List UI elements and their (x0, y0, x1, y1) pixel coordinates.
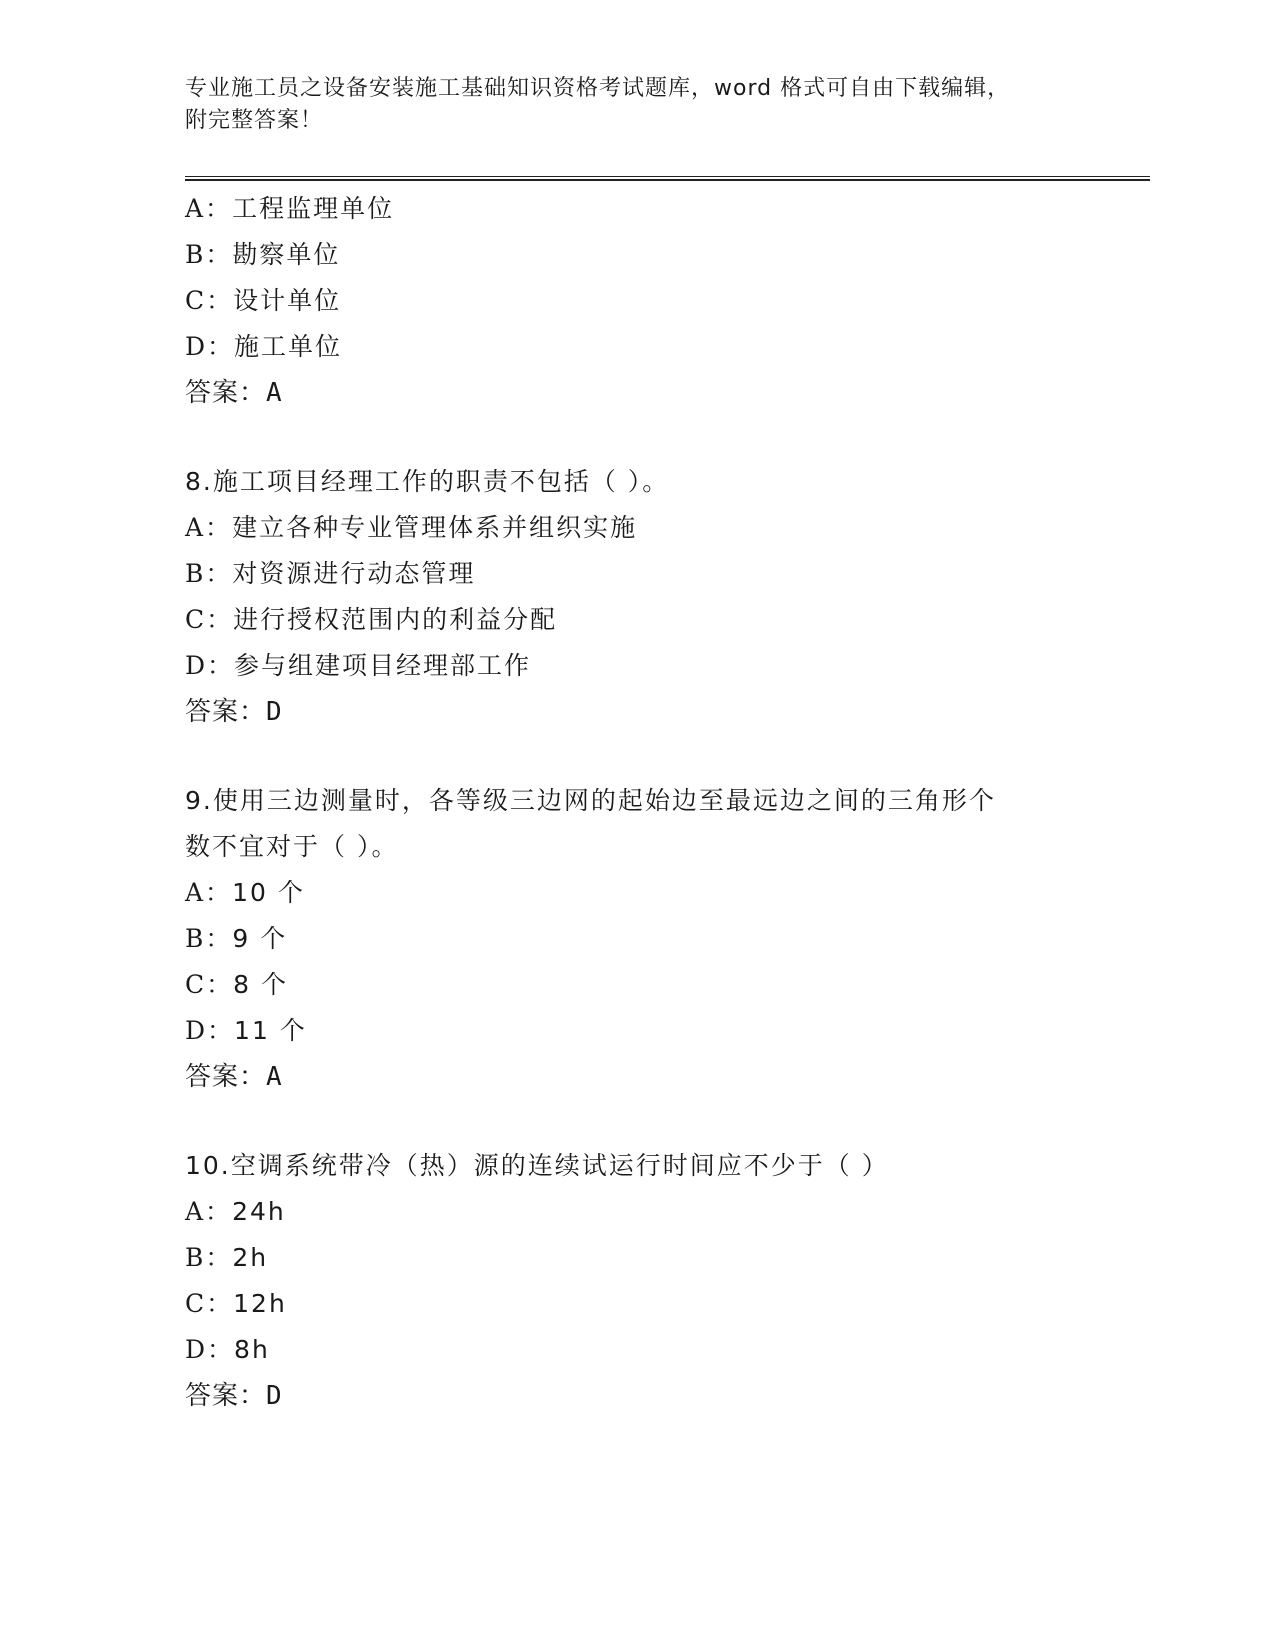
answer-label: 答案： (185, 1381, 267, 1411)
option-text: 参与组建项目经理部工作 (234, 651, 532, 680)
option-d (185, 643, 1145, 689)
option-a (185, 870, 1145, 916)
header-line-1: 专业施工员之设备安装施工基础知识资格考试题库，word 格式可自由下载编辑， (185, 76, 1011, 101)
answer-value: D (266, 697, 283, 727)
option-text: 工程监理单位 (232, 194, 395, 223)
option-text: 24h (232, 1197, 286, 1226)
header-line-2: 附完整答案！ (185, 108, 324, 133)
option-key: C： (185, 286, 234, 315)
option-key: D： (185, 1016, 235, 1045)
question-9 (185, 778, 1145, 1100)
option-b (185, 551, 1145, 597)
question-stem: 9.使用三边测量时，各等级三边网的起始边至最远边之间的三角形个 (185, 786, 996, 815)
option-key: D： (185, 1335, 235, 1364)
option-b (185, 916, 1145, 962)
option-text: 对资源进行动态管理 (232, 559, 476, 588)
option-key: B： (185, 1243, 233, 1272)
header-divider (185, 176, 1150, 181)
answer-label: 答案： (185, 1062, 267, 1092)
option-key: D： (185, 332, 235, 361)
answer-value: A (266, 1062, 283, 1092)
option-key: B： (185, 240, 233, 269)
option-a (185, 505, 1145, 551)
question-10 (185, 1143, 1145, 1419)
option-key: A： (185, 1197, 233, 1226)
option-b (185, 1235, 1145, 1281)
option-c (185, 597, 1145, 643)
option-c (185, 962, 1145, 1008)
option-text: 12h (233, 1289, 287, 1318)
option-c (185, 1281, 1145, 1327)
option-text: 10 个 (232, 878, 305, 907)
option-key: C： (185, 970, 234, 999)
option-text: 11 个 (234, 1016, 307, 1045)
option-key: A： (185, 513, 233, 542)
option-text: 建立各种专业管理体系并组织实施 (232, 513, 638, 542)
option-key: C： (185, 605, 234, 634)
answer-line (185, 370, 1145, 416)
document-body (185, 186, 1145, 1419)
option-c (185, 278, 1145, 324)
option-key: D： (185, 651, 235, 680)
question-8 (185, 459, 1145, 735)
option-a (185, 186, 1145, 232)
option-key: A： (185, 194, 233, 223)
option-d (185, 324, 1145, 370)
option-key: B： (185, 924, 233, 953)
option-text: 勘察单位 (232, 240, 341, 269)
answer-line (185, 1373, 1145, 1419)
question-stem: 10.空调系统带冷（热）源的连续试运行时间应不少于（ ） (185, 1151, 889, 1180)
answer-value: A (266, 378, 283, 408)
option-b (185, 232, 1145, 278)
question-stem: 8.施工项目经理工作的职责不包括（ ）。 (185, 467, 670, 496)
answer-label: 答案： (185, 697, 267, 727)
option-d (185, 1327, 1145, 1373)
answer-line (185, 1054, 1145, 1100)
document-header (185, 73, 1085, 137)
answer-label: 答案： (185, 378, 267, 408)
option-text: 8 个 (233, 970, 288, 999)
question-stem-continued: 数不宜对于（ ）。 (185, 832, 399, 861)
option-text: 2h (232, 1243, 269, 1272)
option-d (185, 1008, 1145, 1054)
option-text: 9 个 (232, 924, 288, 953)
option-text: 施工单位 (234, 332, 343, 361)
answer-line (185, 689, 1145, 735)
question-continued (185, 186, 1145, 416)
option-text: 设计单位 (233, 286, 342, 315)
option-key: C： (185, 1289, 234, 1318)
option-key: A： (185, 878, 233, 907)
option-key: B： (185, 559, 233, 588)
option-text: 进行授权范围内的利益分配 (233, 605, 558, 634)
option-text: 8h (234, 1335, 270, 1364)
answer-value: D (266, 1381, 283, 1411)
option-a (185, 1189, 1145, 1235)
